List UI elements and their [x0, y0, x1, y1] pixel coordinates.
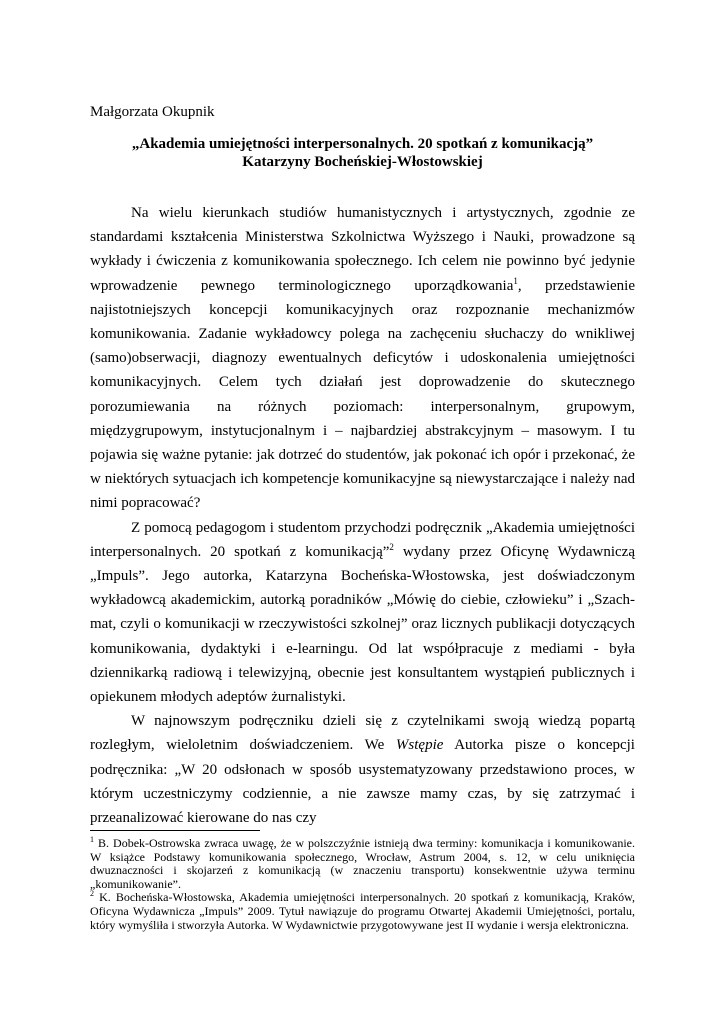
footnote-1-marker: 1	[90, 835, 94, 844]
paragraph-3-italic: Wstępie	[395, 737, 444, 754]
paragraph-2-text-b: wydany przez Oficynę Wydawniczą „Impuls”. Jego autorka, Katarzyna Bocheńska-Włostowska, jest doświadczonym wykładowcą akademickim, autorką poradników „Mówię do ciebie, człowieku” i „Szach-mat, czyli o komunikacji w rzeczywistości szkolnej” oraz licznych publikacji dotyczących komunikowania, dydaktyki i e-learningu. Od lat współpracuje z mediami - była dziennikarką radiową i telewizyjną, obecnie jest konsultantem wystąpień publicznych i opiekunem młodych adeptów żurnalistyki.	[90, 543, 635, 706]
footnote-ref-2: 2	[389, 541, 394, 552]
footnote-2-marker: 2	[90, 889, 94, 899]
paragraph-1	[90, 201, 635, 516]
footnotes	[90, 837, 635, 932]
footnote-2	[90, 891, 635, 932]
review-title	[90, 135, 635, 171]
paragraph-2-text-a: Z pomocą pedagogom i studentom przychodzi podręcznik „Akademia umiejętności interpersonalnych. 20 spotkań z komunikacją”	[90, 519, 635, 560]
paragraph-3	[90, 709, 635, 830]
footnote-1-text: B. Dobek-Ostrowska zwraca uwagę, że w polszczyźnie istnieją dwa terminy: komunikacja i komunikowanie. W książce Podstawy komunikowania społecznego, Wrocław, Astrum 2004, s. 12, w celu uniknięcia dwuznaczności i skojarzeń z komunikacją (w znaczeniu transportu) konsekwentnie używa terminu „komunikowanie”.	[90, 836, 635, 891]
author-name: Małgorzata Okupnik	[90, 104, 215, 120]
title-line-book: „Akademia umiejętności interpersonalnych. 20 spotkań z komunikacją”	[131, 136, 594, 152]
paragraph-1-text-a: Na wielu kierunkach studiów humanistycznych i artystycznych, zgodnie ze standardami kształcenia Ministerstwa Szkolnictwa Wyższego i Nauki, prowadzone są wykłady i ćwiczenia z komunikowania społecznego. Ich celem nie powinno być jedynie wprowadzenie pewnego terminologicznego uporządkowania	[90, 205, 635, 294]
paragraph-3-text-b: Autorka pisze o koncepcji podręcznika: „W 20 odsłonach w sposób usystematyzowany przedstawiono proces, w którym uczestniczymy codziennie, a nie zawsze mamy czas, by się zatrzymać i przeanalizować kierowane do nas czy	[90, 737, 635, 827]
body-text	[90, 201, 635, 830]
footnote-ref-1: 1	[513, 275, 518, 286]
footnote-2-text: K. Bocheńska-Włostowska, Akademia umiejętności interpersonalnych. 20 spotkań z komunikacją, Kraków, Oficyna Wydawnicza „Impuls” 2009. Tytuł nawiązuje do programu Otwartej Akademii Umiejętności, portalu, który wymyśliła i stworzyła Autorka. W Wydawnictwie przygotowywane jest II wydanie i wersja elektroniczna.	[90, 890, 635, 932]
title-line-author: Katarzyny Bocheńskiej-Włostowskiej	[242, 154, 483, 170]
footnote-1	[90, 837, 635, 891]
paragraph-3-text-a: W najnowszym podręczniku dzieli się z czytelnikami swoją wiedzą popartą rozległym, wieloletnim doświadczeniem. We	[90, 713, 635, 754]
footnote-separator	[90, 830, 260, 831]
paragraph-1-text-b: , przedstawienie najistotniejszych koncepcji komunikacyjnych oraz rozpoznanie mechanizmów komunikowania. Zadanie wykładowcy polega na zachęceniu słuchaczy do wnikliwej (samo)obserwacji, diagnozy ewentualnych deficytów i udoskonalenia umiejętności komunikacyjnych. Celem tych działań jest doprowadzenie do skutecznego porozumiewania na różnych poziomach: interpersonalnym, grupowym, międzygrupowym, instytucjonalnym i – najbardziej abstrakcyjnym – masowym. I tu pojawia się ważne pytanie: jak dotrzeć do studentów, jak pokonać ich opór i przekonać, że w niektórych sytuacjach ich kompetencje komunikacyjne są niewystarczające i należy nad nimi popracować?	[90, 277, 635, 512]
paragraph-2	[90, 516, 635, 710]
